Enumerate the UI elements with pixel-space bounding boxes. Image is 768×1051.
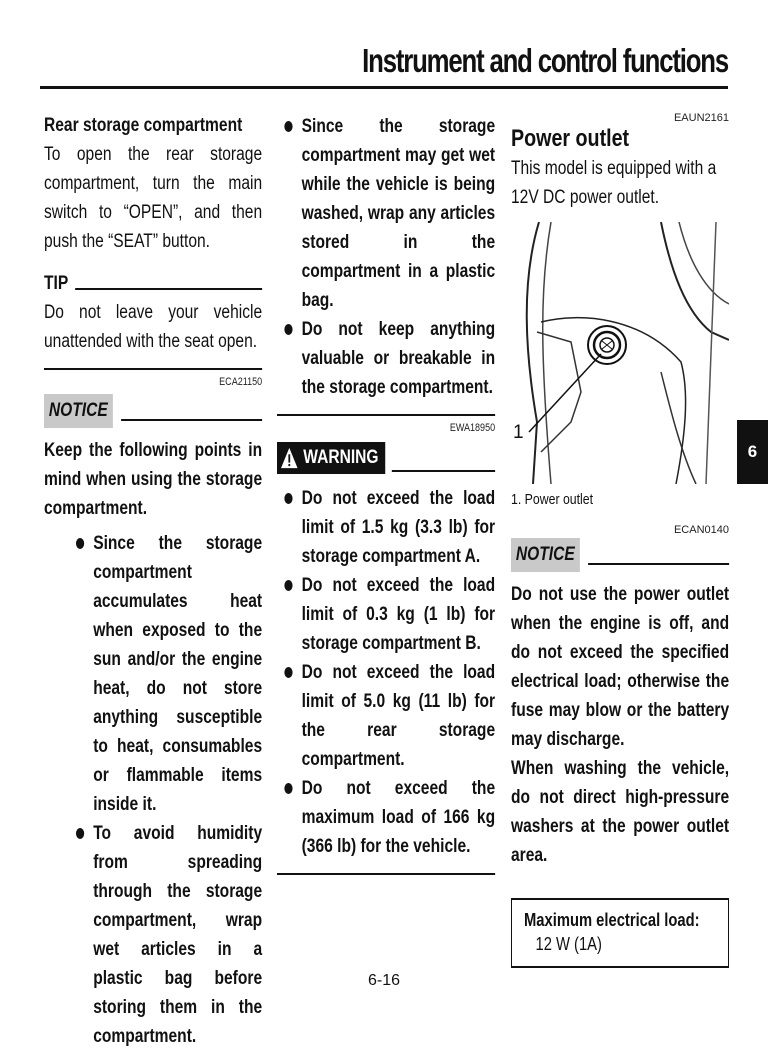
list-item: Do not keep anything valuable or breakable in the storage compartment. bbox=[277, 315, 495, 402]
power-outlet-heading: Power outlet bbox=[511, 125, 630, 152]
list-item: Since the storage compartment may get wet while the vehicle is being washed, wrap any articles stored in the compartment in a plastic bag. bbox=[277, 112, 495, 315]
notice-text: Keep the following points in mind when using the storage compartment. bbox=[44, 440, 263, 519]
chapter-tab: 6 bbox=[737, 420, 768, 484]
notice-rule bbox=[121, 419, 262, 421]
notice-rule-2 bbox=[588, 563, 729, 565]
warning-header bbox=[277, 442, 495, 474]
warning-rule bbox=[392, 470, 495, 472]
tip-label: TIP bbox=[44, 273, 69, 294]
column-2 bbox=[277, 112, 495, 875]
storage-bullet-list bbox=[277, 112, 495, 402]
notice-code-2: ECAN0140 bbox=[673, 524, 729, 536]
photo-caption: 1. Power outlet bbox=[511, 491, 594, 508]
power-outlet-code: EAUN2161 bbox=[673, 112, 729, 124]
power-outlet-photo bbox=[511, 222, 729, 484]
spec-value: 12 W (1A) bbox=[535, 934, 602, 954]
column-3 bbox=[511, 112, 729, 968]
rear-storage-intro: To open the rear storage compartment, turn the main switch to “OPEN”, and then push the “SEAT” button. bbox=[44, 144, 263, 252]
notice-end-rule bbox=[277, 414, 495, 416]
warning-bullet-list bbox=[277, 484, 495, 861]
list-item: Do not exceed the maximum load of 166 kg (366 lb) for the vehicle. bbox=[277, 774, 495, 861]
warning-label: WARNING bbox=[303, 447, 379, 468]
power-outlet-illustration bbox=[511, 222, 729, 484]
tip-rule bbox=[75, 288, 262, 290]
list-item: Do not exceed the load limit of 5.0 kg (11 lb) for the rear storage compartment. bbox=[277, 658, 495, 774]
spec-label: Maximum electrical load: bbox=[524, 910, 700, 930]
page-number: 6-16 bbox=[367, 972, 401, 989]
header-rule bbox=[40, 86, 728, 89]
tip-text: Do not leave your vehicle unattended with the seat open. bbox=[44, 302, 263, 352]
list-item: To avoid humidity from spreading through the storage compartment, wrap wet articles in a plastic bag before storing them in the compartment. bbox=[69, 819, 263, 1051]
tip-end-rule bbox=[44, 368, 262, 370]
power-notice-washing: When washing the vehicle, do not direct high-pressure washers at the power outlet area. bbox=[511, 758, 730, 866]
notice-header-2 bbox=[511, 538, 729, 572]
spec-box bbox=[511, 898, 729, 968]
list-item: Do not exceed the load limit of 0.3 kg (1 lb) for storage compartment B. bbox=[277, 571, 495, 658]
column-1 bbox=[44, 112, 262, 1051]
warning-code: EWA18950 bbox=[449, 422, 496, 434]
notice-code: ECA21150 bbox=[219, 376, 263, 388]
warning-badge bbox=[277, 442, 385, 474]
notice-header bbox=[44, 394, 262, 428]
warning-triangle-icon bbox=[280, 447, 298, 469]
list-item: Since the storage compartment accumulates heat when exposed to the sun and/or the engine heat, do not store anything susceptible to heat, consumables or flammable items inside it. bbox=[69, 529, 263, 819]
notice-badge-2: NOTICE bbox=[511, 538, 580, 572]
notice-badge: NOTICE bbox=[44, 394, 113, 428]
tip-header bbox=[44, 270, 262, 298]
rear-storage-heading: Rear storage compartment bbox=[44, 115, 243, 136]
page-header-title: Instrument and control functions bbox=[362, 42, 728, 79]
callout-number: 1 bbox=[513, 422, 524, 443]
list-item: Do not exceed the load limit of 1.5 kg (3.3 lb) for storage compartment A. bbox=[277, 484, 495, 571]
warning-end-rule bbox=[277, 873, 495, 875]
power-notice-text: Do not use the power outlet when the engine is off, and do not exceed the specified electrical load; otherwise the fuse may blow or the battery may discharge. bbox=[511, 584, 730, 750]
power-outlet-intro: This model is equipped with a 12V DC power outlet. bbox=[511, 158, 717, 208]
